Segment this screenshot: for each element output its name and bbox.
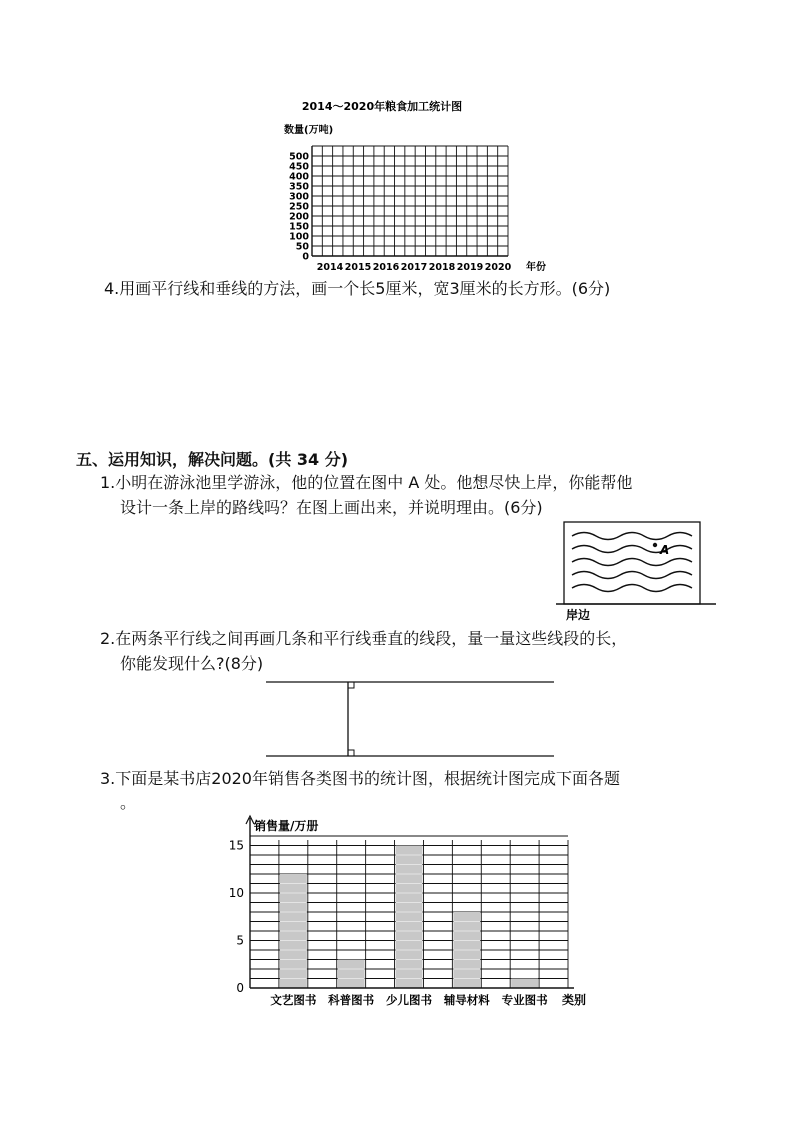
chart2-x-tick-label: 文艺图书 [270,993,317,1007]
chart1-y-tick-label: 100 [289,231,309,243]
chart2-xlabel: 类别 [562,993,587,1007]
book-sales-chart [224,812,600,1012]
bar-科普图书 [338,960,365,989]
swimming-pool-figure [556,518,716,622]
water-wave [572,585,692,592]
bar-专业图书 [511,979,538,989]
point-a-marker [653,543,657,547]
section-5-title: 五、运用知识，解决问题。(共 34 分) [76,450,349,469]
chart1-y-tick-label: 0 [302,251,309,263]
question-5-3-line2: 。 [120,793,137,812]
chart1-y-tick-label: 400 [289,171,309,183]
chart1-y-tick-label: 200 [289,211,309,223]
chart2-x-tick-label: 科普图书 [328,993,375,1007]
right-angle-mark [348,682,354,688]
chart1-title: 2014～2020年粮食加工统计图 [301,100,463,113]
shore-label: 岸边 [566,608,591,622]
chart2-y-tick-label: 10 [228,886,244,900]
chart1-xlabel: 年份 [526,262,546,273]
question-5-2-line2: 你能发现什么?(8分) [120,654,264,673]
grain-chart [270,92,560,274]
chart2-y-tick-label: 15 [228,838,244,853]
chart1-y-tick-label: 450 [289,161,309,173]
parallel-lines-figure [262,674,558,762]
water-wave [572,559,692,566]
right-angle-mark [348,750,354,756]
chart1-y-tick-label: 150 [289,221,309,233]
chart1-x-tick-label: 2014 [316,262,344,273]
water-wave [572,572,692,579]
point-a-label: A [660,543,670,557]
chart1-y-tick-label: 300 [289,191,309,203]
chart1-ylabel: 数量(万吨) [284,125,334,136]
question-4: 4.用画平行线和垂线的方法，画一个长5厘米，宽3厘米的长方形。(6分) [104,279,611,298]
water-wave [572,533,692,540]
chart1-y-tick-label: 500 [289,151,309,163]
chart2-y-tick-label: 0 [236,981,244,995]
chart2-y-tick-label: 5 [236,933,244,948]
chart1-x-tick-label: 2019 [456,262,484,273]
chart2-x-tick-label: 专业图书 [501,993,548,1007]
question-5-3-line1: 3.下面是某书店2020年销售各类图书的统计图，根据统计图完成下面各题 [100,769,620,788]
chart1-y-tick-label: 50 [295,241,309,253]
chart1-x-tick-label: 2015 [344,262,372,273]
chart1-y-tick-label: 350 [289,181,309,193]
chart2-ylabel: 销售量/万册 [254,819,319,833]
pool-outline [564,522,700,604]
bar-少儿图书 [396,846,423,989]
chart1-y-tick-label: 250 [289,201,309,213]
chart1-x-tick-label: 2017 [400,262,428,273]
chart1-x-tick-label: 2016 [372,262,400,273]
question-5-1-line1: 1.小明在游泳池里学游泳，他的位置在图中 A 处。他想尽快上岸，你能帮他 [100,473,633,492]
question-5-1-line2: 设计一条上岸的路线吗？在图上画出来，并说明理由。(6分) [120,498,543,517]
question-5-2-line1: 2.在两条平行线之间再画几条和平行线垂直的线段，量一量这些线段的长， [100,629,628,648]
chart2-x-tick-label: 少儿图书 [386,993,432,1007]
chart1-x-tick-label: 2018 [428,262,456,273]
chart1-x-tick-label: 2020 [484,262,512,273]
chart2-x-tick-label: 辅导材料 [443,993,490,1007]
water-wave [572,546,692,553]
